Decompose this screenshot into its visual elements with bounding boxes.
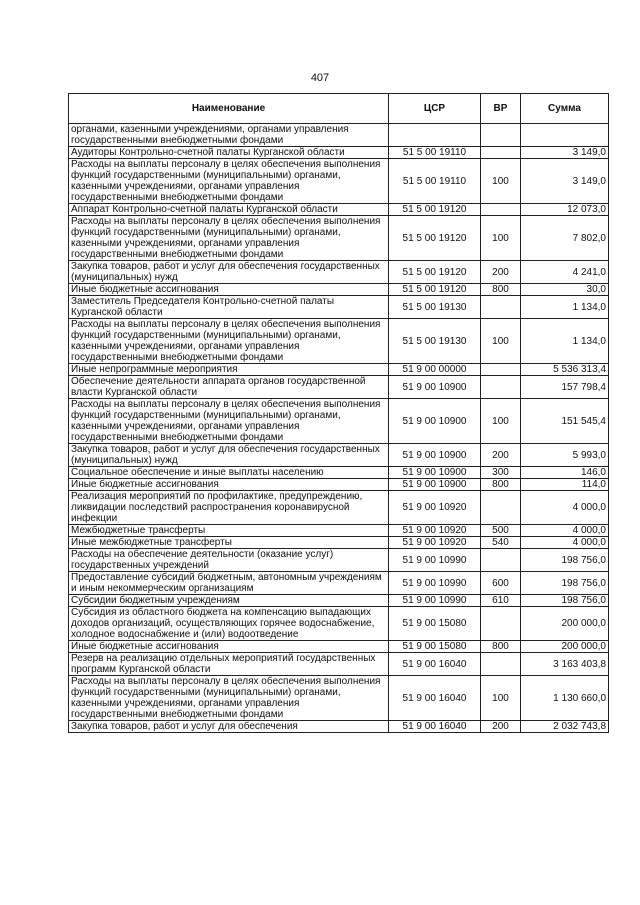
row-name-cell: Реализация мероприятий по профилактике, предупреждению, ликвидации последствий распространения коронавирусной инфекции [69, 491, 389, 525]
row-name-cell: Расходы на выплаты персоналу в целях обеспечения выполнения функций государственными (муниципальными) органами, казенными учреждениями, органами управления государственными внебюджетными фондами [69, 399, 389, 444]
table-row [69, 261, 609, 284]
row-name-cell: Социальное обеспечение и иные выплаты населению [69, 467, 389, 479]
row-vr-cell: 300 [481, 467, 521, 479]
row-name-cell: Расходы на выплаты персоналу в целях обеспечения выполнения функций государственными (муниципальными) органами, казенными учреждениями, органами управления государственными внебюджетными фондами [69, 216, 389, 261]
row-sum-cell: 1 134,0 [521, 319, 609, 364]
row-name-cell: Субсидии бюджетным учреждениям [69, 595, 389, 607]
row-name-cell: органами, казенными учреждениями, органами управления государственными внебюджетными фондами [69, 124, 389, 147]
row-vr-cell: 800 [481, 284, 521, 296]
table-row [69, 284, 609, 296]
table-row [69, 364, 609, 376]
table-body [69, 124, 609, 733]
row-name-cell: Заместитель Председателя Контрольно-счетной палаты Курганской области [69, 296, 389, 319]
row-csr-cell: 51 5 00 19110 [389, 147, 481, 159]
table-row [69, 479, 609, 491]
row-vr-cell: 500 [481, 525, 521, 537]
table-row [69, 653, 609, 676]
row-csr-cell: 51 9 00 15080 [389, 607, 481, 641]
row-name-cell: Аудиторы Контрольно-счетной палаты Курганской области [69, 147, 389, 159]
table-row [69, 537, 609, 549]
row-vr-cell [481, 296, 521, 319]
table-row [69, 595, 609, 607]
budget-table [68, 93, 609, 733]
row-sum-cell: 1 134,0 [521, 296, 609, 319]
row-name-cell: Иные межбюджетные трансферты [69, 537, 389, 549]
row-vr-cell: 100 [481, 319, 521, 364]
row-csr-cell: 51 9 00 10920 [389, 525, 481, 537]
row-csr-cell: 51 9 00 16040 [389, 676, 481, 721]
row-sum-cell: 3 163 403,8 [521, 653, 609, 676]
row-vr-cell [481, 376, 521, 399]
row-vr-cell [481, 607, 521, 641]
table-row [69, 204, 609, 216]
row-name-cell: Субсидия из областного бюджета на компенсацию выпадающих доходов организаций, осуществляющих горячее водоснабжение, холодное водоснабжение и (или) водоотведение [69, 607, 389, 641]
row-vr-cell: 100 [481, 216, 521, 261]
row-sum-cell: 114,0 [521, 479, 609, 491]
table-row [69, 124, 609, 147]
row-name-cell: Иные бюджетные ассигнования [69, 479, 389, 491]
header-csr: ЦСР [389, 94, 481, 124]
row-name-cell: Иные непрограммные мероприятия [69, 364, 389, 376]
row-csr-cell: 51 9 00 10990 [389, 572, 481, 595]
row-vr-cell: 800 [481, 479, 521, 491]
table-row [69, 676, 609, 721]
row-sum-cell: 146,0 [521, 467, 609, 479]
row-csr-cell: 51 5 00 19120 [389, 261, 481, 284]
table-row [69, 216, 609, 261]
row-sum-cell: 3 149,0 [521, 147, 609, 159]
row-sum-cell: 151 545,4 [521, 399, 609, 444]
header-row [69, 94, 609, 124]
row-sum-cell: 30,0 [521, 284, 609, 296]
row-sum-cell: 198 756,0 [521, 595, 609, 607]
row-name-cell: Расходы на выплаты персоналу в целях обеспечения выполнения функций государственными (муниципальными) органами, казенными учреждениями, органами управления государственными внебюджетными фондами [69, 676, 389, 721]
table-header [69, 94, 609, 124]
table-row [69, 444, 609, 467]
row-name-cell: Предоставление субсидий бюджетным, автономным учреждениям и иным некоммерческим организациям [69, 572, 389, 595]
header-name: Наименование [69, 94, 389, 124]
row-sum-cell: 198 756,0 [521, 549, 609, 572]
row-vr-cell: 100 [481, 159, 521, 204]
row-sum-cell: 200 000,0 [521, 641, 609, 653]
row-vr-cell: 100 [481, 676, 521, 721]
header-sum: Сумма [521, 94, 609, 124]
row-csr-cell: 51 9 00 10900 [389, 376, 481, 399]
table-row [69, 399, 609, 444]
row-sum-cell: 4 000,0 [521, 537, 609, 549]
table-row [69, 721, 609, 733]
row-sum-cell [521, 124, 609, 147]
row-name-cell: Расходы на обеспечение деятельности (оказание услуг) государственных учреждений [69, 549, 389, 572]
row-csr-cell: 51 9 00 16040 [389, 653, 481, 676]
row-sum-cell: 1 130 660,0 [521, 676, 609, 721]
row-vr-cell [481, 124, 521, 147]
row-csr-cell: 51 5 00 19130 [389, 319, 481, 364]
row-name-cell: Закупка товаров, работ и услуг для обеспечения [69, 721, 389, 733]
table-row [69, 159, 609, 204]
row-vr-cell [481, 147, 521, 159]
table-row [69, 641, 609, 653]
row-name-cell: Закупка товаров, работ и услуг для обеспечения государственных (муниципальных) нужд [69, 444, 389, 467]
row-vr-cell [481, 549, 521, 572]
table-row [69, 525, 609, 537]
row-vr-cell: 800 [481, 641, 521, 653]
row-csr-cell: 51 5 00 19120 [389, 216, 481, 261]
row-csr-cell: 51 9 00 10900 [389, 444, 481, 467]
row-csr-cell [389, 124, 481, 147]
page-number: 407 [310, 72, 330, 84]
row-csr-cell: 51 5 00 19130 [389, 296, 481, 319]
row-vr-cell: 100 [481, 399, 521, 444]
row-name-cell: Закупка товаров, работ и услуг для обеспечения государственных (муниципальных) нужд [69, 261, 389, 284]
row-vr-cell [481, 653, 521, 676]
row-name-cell: Аппарат Контрольно-счетной палаты Курганской области [69, 204, 389, 216]
table-row [69, 376, 609, 399]
table-row [69, 549, 609, 572]
row-sum-cell: 4 241,0 [521, 261, 609, 284]
table-row [69, 491, 609, 525]
header-vr: ВР [481, 94, 521, 124]
row-name-cell: Расходы на выплаты персоналу в целях обеспечения выполнения функций государственными (муниципальными) органами, казенными учреждениями, органами управления государственными внебюджетными фондами [69, 319, 389, 364]
row-vr-cell [481, 204, 521, 216]
row-csr-cell: 51 5 00 19120 [389, 284, 481, 296]
table-row [69, 607, 609, 641]
row-csr-cell: 51 5 00 19110 [389, 159, 481, 204]
row-name-cell: Резерв на реализацию отдельных мероприятий государственных программ Курганской области [69, 653, 389, 676]
row-name-cell: Обеспечение деятельности аппарата органов государственной власти Курганской области [69, 376, 389, 399]
table-row [69, 319, 609, 364]
table-row [69, 572, 609, 595]
row-csr-cell: 51 9 00 10900 [389, 479, 481, 491]
row-csr-cell: 51 5 00 19120 [389, 204, 481, 216]
row-sum-cell: 12 073,0 [521, 204, 609, 216]
row-sum-cell: 2 032 743,8 [521, 721, 609, 733]
row-name-cell: Иные бюджетные ассигнования [69, 641, 389, 653]
row-name-cell: Межбюджетные трансферты [69, 525, 389, 537]
row-csr-cell: 51 9 00 10920 [389, 491, 481, 525]
row-sum-cell: 157 798,4 [521, 376, 609, 399]
row-sum-cell: 4 000,0 [521, 491, 609, 525]
row-sum-cell: 198 756,0 [521, 572, 609, 595]
table-row [69, 467, 609, 479]
row-csr-cell: 51 9 00 16040 [389, 721, 481, 733]
row-sum-cell: 200 000,0 [521, 607, 609, 641]
row-sum-cell: 7 802,0 [521, 216, 609, 261]
row-sum-cell: 3 149,0 [521, 159, 609, 204]
row-csr-cell: 51 9 00 00000 [389, 364, 481, 376]
row-csr-cell: 51 9 00 15080 [389, 641, 481, 653]
row-csr-cell: 51 9 00 10920 [389, 537, 481, 549]
row-vr-cell: 200 [481, 721, 521, 733]
row-csr-cell: 51 9 00 10900 [389, 399, 481, 444]
row-vr-cell [481, 491, 521, 525]
row-csr-cell: 51 9 00 10990 [389, 549, 481, 572]
row-name-cell: Расходы на выплаты персоналу в целях обеспечения выполнения функций государственными (муниципальными) органами, казенными учреждениями, органами управления государственными внебюджетными фондами [69, 159, 389, 204]
row-csr-cell: 51 9 00 10990 [389, 595, 481, 607]
row-vr-cell: 200 [481, 444, 521, 467]
table-row [69, 296, 609, 319]
row-sum-cell: 5 993,0 [521, 444, 609, 467]
row-vr-cell: 200 [481, 261, 521, 284]
table-row [69, 147, 609, 159]
row-vr-cell: 600 [481, 572, 521, 595]
row-sum-cell: 4 000,0 [521, 525, 609, 537]
row-vr-cell [481, 364, 521, 376]
row-name-cell: Иные бюджетные ассигнования [69, 284, 389, 296]
row-vr-cell: 540 [481, 537, 521, 549]
row-vr-cell: 610 [481, 595, 521, 607]
row-csr-cell: 51 9 00 10900 [389, 467, 481, 479]
row-sum-cell: 5 536 313,4 [521, 364, 609, 376]
